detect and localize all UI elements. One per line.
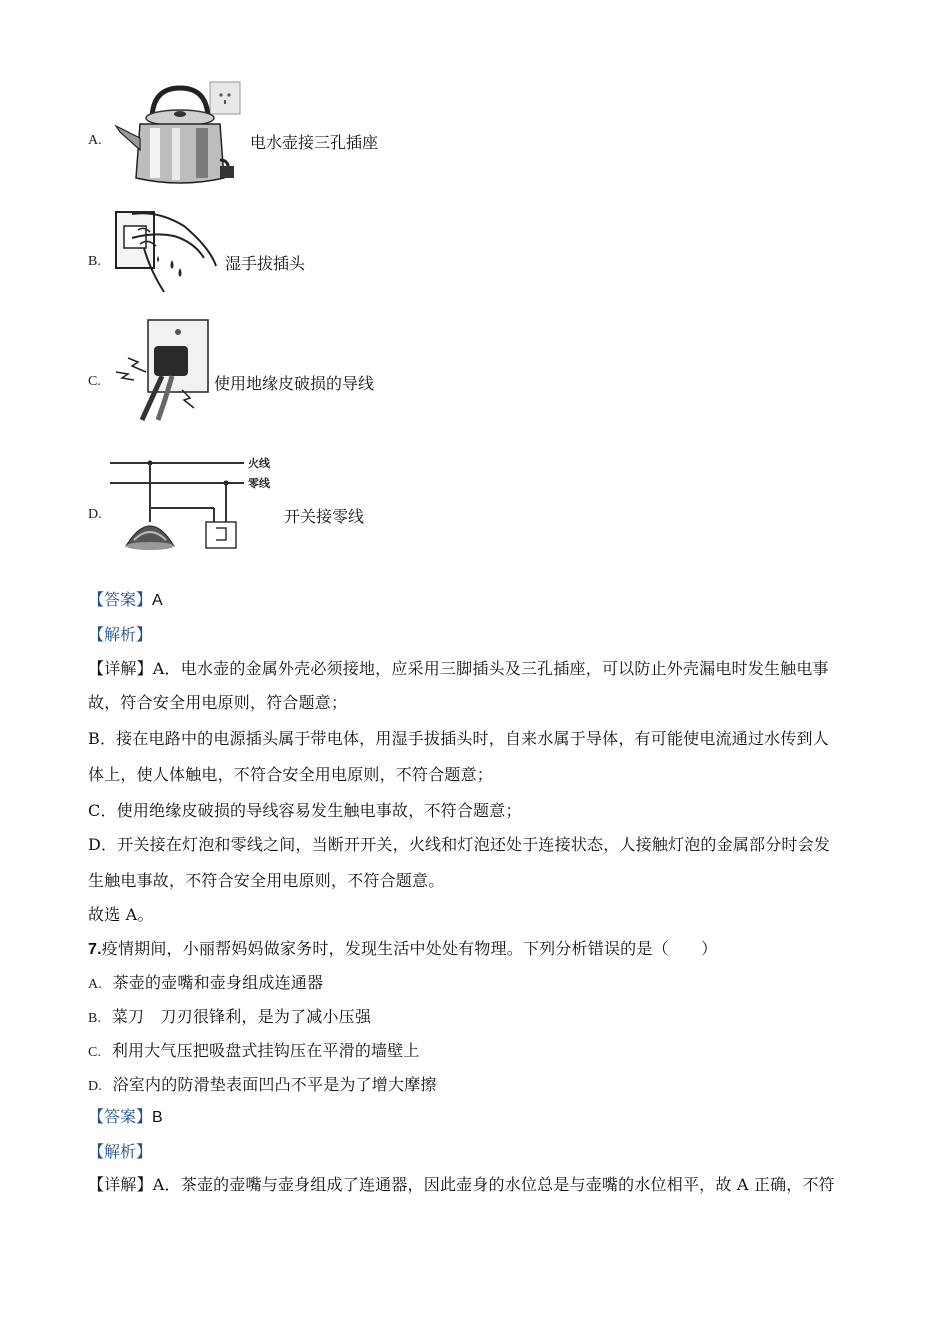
answer-tag: 【答案】 <box>88 1107 153 1126</box>
q7-answer <box>88 1104 163 1127</box>
q6-explanation-line: D．开关接在灯泡和零线之间，当断开开关，火线和灯泡还处于连接状态，人接触灯泡的金属部分时会发 <box>88 835 831 854</box>
wet-hand-image <box>114 208 226 294</box>
q7-analysis-tag: 【解析】 <box>88 1142 153 1161</box>
option-b-letter: B. <box>88 254 101 269</box>
q6-explanation-line: 体上，使人体触电，不符合安全用电原则，不符合题意； <box>88 765 494 784</box>
q6-conclusion: 故选 A。 <box>88 905 154 924</box>
option-d-text: 开关接零线 <box>284 507 365 526</box>
option-letter: C. <box>88 1045 102 1060</box>
q7-explanation-line: 【详解】A．茶壶的壶嘴与壶身组成了连通器，因此壶身的水位总是与壶嘴的水位相平，故 A 正确，不符 <box>88 1175 835 1194</box>
q7-stem <box>88 936 717 959</box>
option-d-letter: D. <box>88 507 102 522</box>
option-a-text: 电水壶接三孔插座 <box>250 133 379 152</box>
question-text: 疫情期间，小丽帮妈妈做家务时，发现生活中处处有物理。下列分析错误的是（ ） <box>101 939 718 958</box>
kettle-image <box>112 80 242 190</box>
option-b-text: 湿手拔插头 <box>225 254 306 273</box>
live-wire-label: 火线 <box>248 457 270 470</box>
option-text: 菜刀 刀刃很锋利，是为了减小压强 <box>111 1007 372 1026</box>
answer-value: B <box>152 1109 163 1126</box>
q7-option-b <box>88 1004 371 1027</box>
q6-explanation-line: C．使用绝缘皮破损的导线容易发生触电事故，不符合题意； <box>88 801 522 820</box>
answer-tag: 【答案】 <box>88 590 153 609</box>
option-text: 茶壶的壶嘴和壶身组成连通器 <box>112 973 324 992</box>
option-a-letter: A. <box>88 133 102 148</box>
option-letter: D. <box>88 1079 103 1094</box>
option-letter: B. <box>88 1011 102 1026</box>
neutral-wire-label: 零线 <box>248 477 270 490</box>
q6-explanation-line: 【详解】A．电水壶的金属外壳必须接地，应采用三脚插头及三孔插座，可以防止外壳漏电时发生触电事 <box>88 659 829 678</box>
circuit-diagram <box>110 450 286 556</box>
q6-analysis-tag: 【解析】 <box>88 625 153 644</box>
option-text: 浴室内的防滑垫表面凹凸不平是为了增大摩擦 <box>112 1075 437 1094</box>
option-letter: A. <box>88 977 103 992</box>
q7-option-d <box>88 1072 437 1095</box>
option-c-text: 使用地缘皮破损的导线 <box>214 374 375 393</box>
q6-explanation-line: B．接在电路中的电源插头属于带电体，用湿手拔插头时，自来水属于导体，有可能使电流通过水传到人 <box>88 729 829 748</box>
q7-option-a <box>88 970 323 993</box>
q6-explanation-line: 生触电事故，不符合安全用电原则，不符合题意。 <box>88 871 445 890</box>
q6-explanation-line: 故，符合安全用电原则，符合题意； <box>88 693 348 712</box>
question-number: 7. <box>88 941 102 958</box>
q7-option-c <box>88 1038 420 1061</box>
option-text: 利用大气压把吸盘式挂钩压在平滑的墙壁上 <box>111 1041 420 1060</box>
damaged-wire-image <box>112 318 210 422</box>
q6-answer <box>88 587 163 610</box>
answer-value: A <box>152 592 163 609</box>
option-c-letter: C. <box>88 374 101 389</box>
